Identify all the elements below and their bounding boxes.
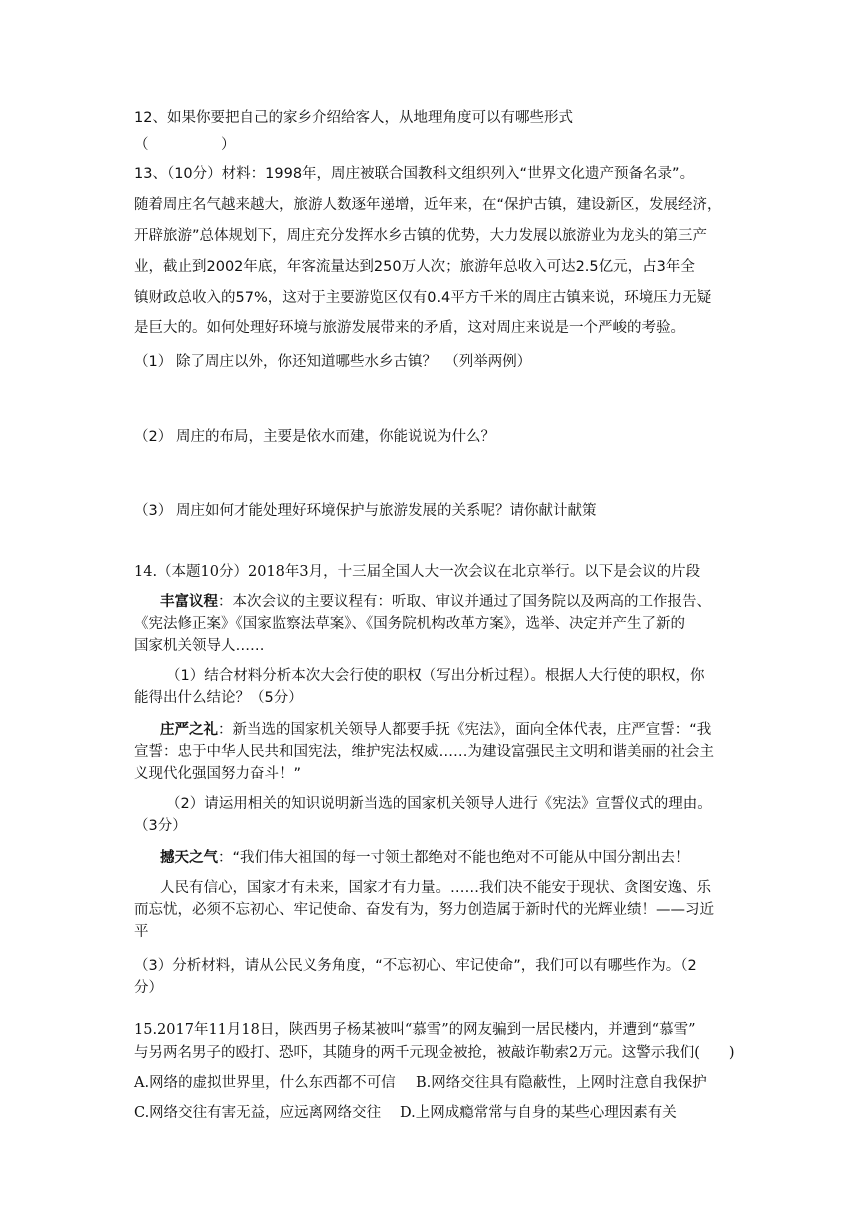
q13-sub2-number: （2）: [134, 429, 173, 445]
q14-label-solemn-ceremony: 庄严之礼: [160, 722, 218, 738]
q15-line-1: 15.2017年11月18日，陕西男子杨某被叫“慕雪”的网友骗到一居民楼内，并遭到“慕雪”: [134, 1022, 696, 1038]
q15-line-2: 与另两名男子的殴打、恐吓，其随身的两千元现金被抢，被敲诈勒索2万元。这警示我们( ): [134, 1045, 735, 1061]
q14-p1-line-3: 国家机关领导人……: [134, 638, 265, 654]
q14-q2-line-2: （3分）: [134, 818, 187, 834]
q14-paragraph-3: [160, 848, 690, 868]
q14-p4-line-2: 而忘忧，必须不忘初心、牢记使命、奋发有为，努力创造属于新时代的光辉业绩！——习近: [134, 902, 714, 918]
q14-q1-line-2: 能得出什么结论？（5分）: [134, 690, 303, 706]
q14-paragraph-2: [160, 720, 711, 740]
q13-sub3-text: 周庄如何才能处理好环境保护与旅游发展的关系呢？请你献计献策: [176, 503, 597, 519]
q13-sub1-number: （1）: [134, 354, 173, 370]
q14-intro: 14.（本题10分）2018年3月，十三届全国人大一次会议在北京举行。以下是会议的片段: [134, 564, 701, 580]
q13-material-line: 业，截止到2002年底，年客流量达到250万人次；旅游年总收入可达2.5亿元，占3年全: [134, 259, 695, 275]
q15-option-d: D.上网成瘾常常与自身的某些心理因素有关: [400, 1105, 677, 1121]
q14-paragraph-1: [160, 592, 711, 612]
q14-q1-line-1: （1）结合材料分析本次大会行使的职权（写出分析过程）。根据人大行使的职权，你: [166, 668, 705, 684]
q13-material-line: 镇财政总收入的57%，这对于主要游览区仅有0.4平方千米的周庄古镇来说，环境压力无疑: [134, 290, 712, 306]
q14-p2-line-3: 义现代化强国努力奋斗！”: [134, 766, 302, 782]
q12-line-1: 12、如果你要把自己的家乡介绍给客人，从地理角度可以有哪些形式: [134, 110, 573, 126]
q13-material-line: 开辟旅游”总体规划下，周庄充分发挥水乡古镇的优势，大力发展以旅游业为龙头的第三产: [134, 228, 708, 244]
q14-p4-line-3: 平: [134, 924, 149, 940]
q15-option-a: A.网络的虚拟世界里，什么东西都不可信: [134, 1075, 396, 1091]
q13-material-line: 13、（10分）材料：1998年，周庄被联合国教科文组织列入“世界文化遗产预备名录”。: [134, 166, 695, 182]
q14-q3-line-1: （3）分析材料，请从公民义务角度，“不忘初心、牢记使命”，我们可以有哪些作为。（2: [134, 958, 697, 974]
q13-sub1-text: 除了周庄以外，你还知道哪些水乡古镇？ （列举两例）: [176, 354, 532, 370]
q13-sub3-number: （3）: [134, 503, 173, 519]
q14-p1-line-2: 《宪法修正案》《国家监察法草案》、《国务院机构改革方案》，选举、决定并产生了新的: [134, 616, 685, 632]
q15-option-b: B.网络交往具有隐蔽性，上网时注意自我保护: [416, 1075, 707, 1091]
q12-answer-blank: （ ）: [134, 137, 236, 153]
q14-label-earth-shaking: 撼天之气: [160, 850, 218, 866]
q14-p3-line-1: ：“我们伟大祖国的每一寸领土都绝对不能也绝对不可能从中国分割出去！: [218, 850, 690, 866]
q14-p2-line-2: 宣誓：忠于中华人民共和国宪法，维护宪法权威……为建设富强民主文明和谐美丽的社会主: [134, 744, 714, 760]
q15-option-c: C.网络交往有害无益，应远离网络交往: [134, 1105, 382, 1121]
q14-q3-line-2: 分）: [134, 980, 163, 996]
q14-p4-line-1: 人民有信心，国家才有未来，国家才有力量。……我们决不能安于现状、贪图安逸、乐: [160, 880, 711, 896]
q14-p1-line-1: ：本次会议的主要议程有：听取、审议并通过了国务院以及两高的工作报告、: [218, 594, 711, 610]
q14-p2-line-1: ：新当选的国家机关领导人都要手抚《宪法》，面向全体代表，庄严宣誓：“我: [218, 722, 712, 738]
q13-material-line: 是巨大的。如何处理好环境与旅游发展带来的矛盾，这对周庄来说是一个严峻的考验。: [134, 320, 685, 336]
q13-material-line: 随着周庄名气越来越大，旅游人数逐年递增，近年来，在“保护古镇，建设新区，发展经济，: [134, 197, 722, 213]
q14-q2-line-1: （2）请运用相关的知识说明新当选的国家机关领导人进行《宪法》宣誓仪式的理由。: [166, 796, 712, 812]
q13-sub2-text: 周庄的布局，主要是依水而建，你能说说为什么？: [176, 429, 495, 445]
q14-label-rich-agenda: 丰富议程: [160, 594, 218, 610]
